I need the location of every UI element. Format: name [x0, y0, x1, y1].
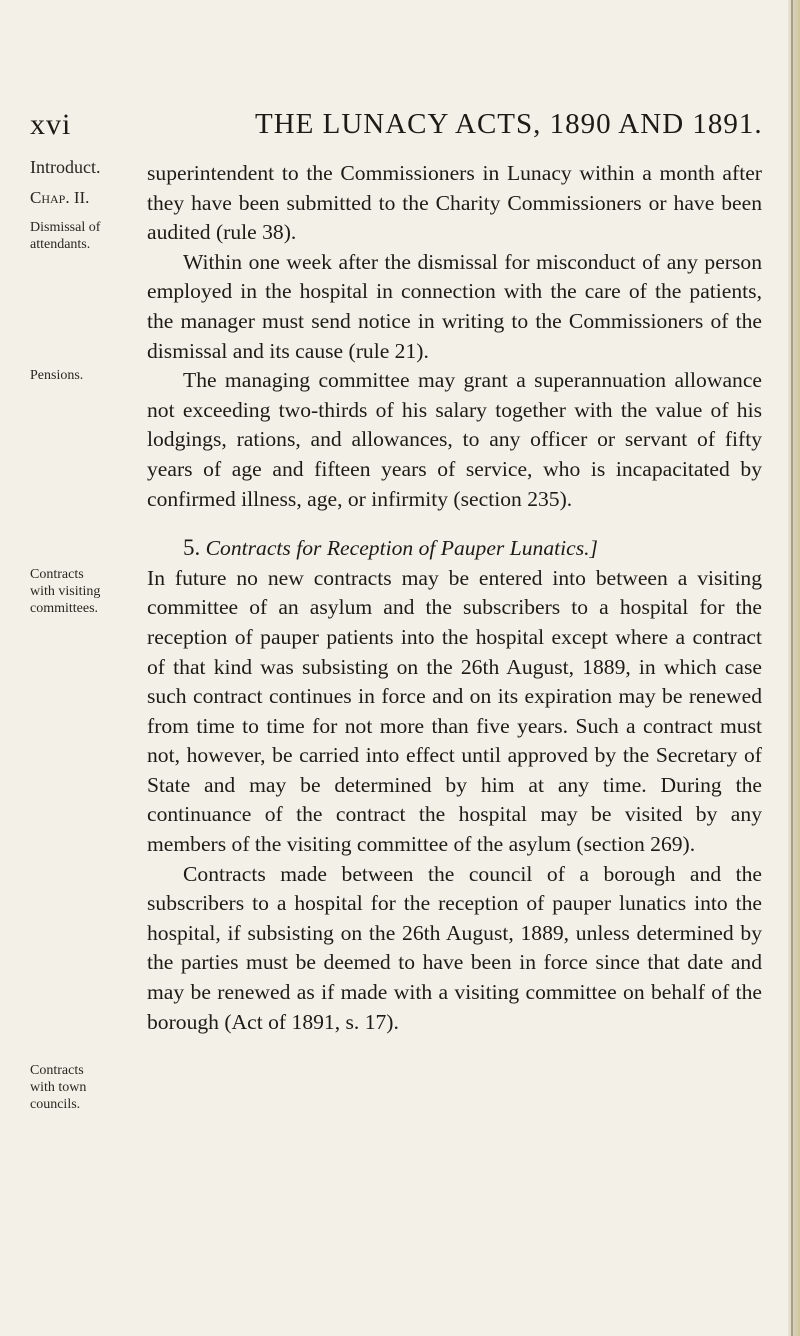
margin-note-introduction: Introduct. [30, 157, 101, 177]
section-heading [147, 533, 762, 564]
page-header [30, 108, 770, 148]
paragraph-visiting-contracts: In future no new contracts may be entered into between a visiting committee of an asylum and the subscribers to a hospital for the reception of pauper patients into the hospital except where a contract of that kind was subsisting on the 26th August, 1889, in which case such contract continues in force and on its expiration may be renewed from time to time for not more than five years. Such a contract must not, however, be carried into effect until approved by the Secretary of State and may be determined by him at any time. During the continuance of the contract the hospital may be visited by any members of the visiting committee of the asylum (section 269). [147, 565, 762, 857]
section-title: Contracts for Reception of Pauper Lunatics.] [205, 536, 598, 561]
margin-note-pensions: Pensions. [30, 368, 84, 383]
margin-note-dismissal: Dismissal of attendants. [30, 220, 101, 252]
margin-note-contracts-town: Contracts with town councils. [30, 1063, 87, 1112]
page-number: xvi [30, 108, 72, 141]
margin-note-chapter: Chap. II. [30, 188, 90, 207]
paragraph-dismissal: Within one week after the dismissal for misconduct of any person employed in the hospital in connection with the care of the patients, the manager must send notice in writing to the Commissioners of the dismissal and its cause (rule 21). [147, 249, 762, 363]
paragraph-pensions: The managing committee may grant a superannuation allowance not exceeding two-thirds of his salary together with the value of his lodgings, rations, and allowances, to any officer or servant of fifty years of age and fifteen years of service, who is incapacitated by confirmed illness, age, or infirmity (section 235). [147, 368, 762, 511]
page-edge [788, 0, 800, 1336]
paragraph-accounts: superintendent to the Commissioners in Lunacy within a month after they have been submitted to the Charity Commissioners or have been audited (rule 38). [147, 161, 762, 245]
body-text [147, 159, 762, 1037]
margin-note-contracts-visiting: Contracts with visiting committees. [30, 567, 101, 616]
page-edge-line [791, 0, 793, 1336]
running-head: THE LUNACY ACTS, 1890 AND 1891. [255, 108, 763, 140]
section-number: 5. [183, 535, 201, 561]
paragraph-town-contracts: Contracts made between the council of a borough and the subscribers to a hospital for the reception of pauper lunatics into the hospital, if subsisting on the 26th August, 1889, unless determined by the parties must be deemed to have been in force since that date and may be renewed as if made with a visiting committee on behalf of the borough (Act of 1891, s. 17). [147, 861, 762, 1034]
